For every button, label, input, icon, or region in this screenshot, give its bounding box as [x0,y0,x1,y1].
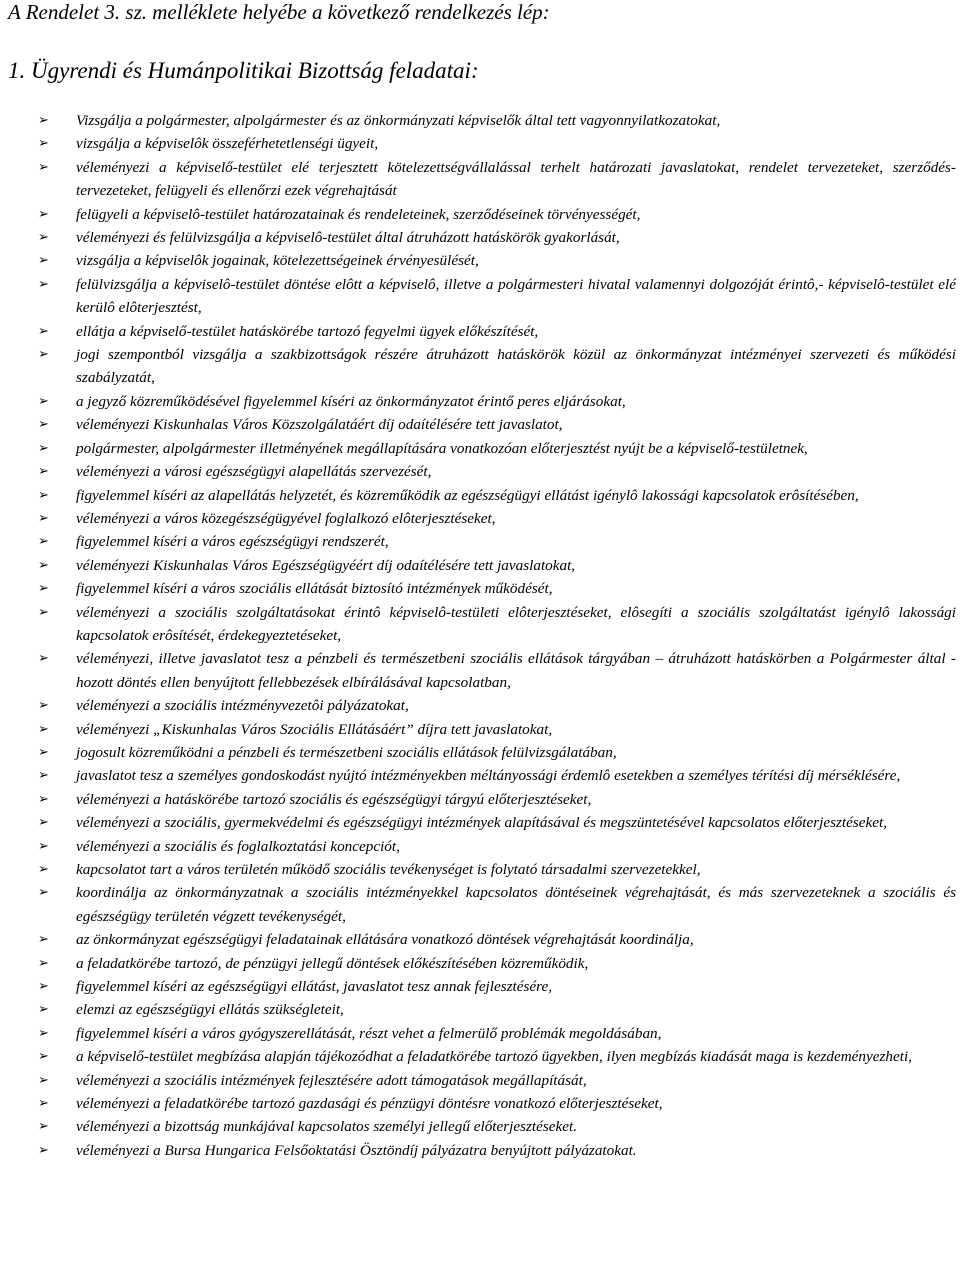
arrow-bullet-icon: ➢ [38,276,49,292]
arrow-bullet-icon: ➢ [38,347,49,363]
list-item [0,694,960,717]
list-item-text: jogosult közreműködni a pénzbeli és természetbeni szociális ellátások felülvizsgálatában, [76,743,617,761]
arrow-bullet-icon: ➢ [38,1096,49,1112]
arrow-bullet-icon: ➢ [38,487,49,503]
list-item-text: véleményezi a feladatkörébe tartozó gazdasági és pénzügyi döntésre vonatkozó előterjesztéseket, [76,1095,663,1113]
list-item [0,718,960,741]
arrow-bullet-icon: ➢ [38,721,49,737]
list-item-text: véleményezi a szociális, gyermekvédelmi és egészségügyi intézmények alapításával és megszüntetésével kapcsolatos előterjesztéseket, [76,814,887,832]
list-item-text: a képviselő-testület megbízása alapján tájékozódhat a feladatkörébe tartozó ügyekben, ilyen megbízás kiadását maga is kezdeményezheti, [76,1048,912,1066]
arrow-bullet-icon: ➢ [38,393,49,409]
arrow-bullet-icon: ➢ [38,1049,49,1065]
list-item-text: az önkormányzat egészségügyi feladatainak ellátására vonatkozó döntések végrehajtását koordinálja, [76,931,694,949]
list-item-text: elemzi az egészségügyi ellátás szükségleteit, [76,1001,344,1019]
list-item [0,858,960,881]
list-item [0,249,960,272]
arrow-bullet-icon: ➢ [38,464,49,480]
list-item-text: véleményezi a városi egészségügyi alapellátás szervezését, [76,463,432,481]
list-item [0,203,960,226]
list-item [0,530,960,553]
arrow-bullet-icon: ➢ [38,1072,49,1088]
list-item-text: koordinálja az önkormányzatnak a szociális intézményekkel kapcsolatos döntéseinek végrehajtását, és más szervezeteknek a szociális és egészségügy területén végzett tevékenységét, [76,884,956,925]
list-item [0,343,960,390]
list-item-text: kapcsolatot tart a város területén működő szociális tevékenységet is folytató társadalmi szervezetekkel, [76,861,701,878]
arrow-bullet-icon: ➢ [38,838,49,854]
list-item [0,484,960,507]
arrow-bullet-icon: ➢ [38,885,49,901]
list-item-text: véleményezi a szociális és foglalkoztatási koncepciót, [76,837,400,855]
arrow-bullet-icon: ➢ [38,1025,49,1041]
arrow-bullet-icon: ➢ [38,862,49,877]
list-item-text: ellátja a képviselő-testület hatáskörébe tartozó fegyelmi ügyek előkészítését, [76,322,539,340]
list-item-text: véleményezi Kiskunhalas Város Egészségügyéért díj odaítélésére tett javaslatokat, [76,556,576,574]
list-item-text: véleményezi Kiskunhalas Város Közszolgálatáért díj odaítélésére tett javaslatot, [76,416,563,434]
arrow-bullet-icon: ➢ [38,1002,49,1018]
list-item [0,928,960,951]
list-item-text: figyelemmel kíséri az alapellátás helyzetét, és közreműködik az egészségügyi ellátást igénylô lakossági kapcsolatok erôsítésében, [76,486,859,504]
list-item-text: figyelemmel kíséri az egészségügyi ellátást, javaslatot tesz annak fejlesztésére, [76,978,553,996]
list-item-text: polgármester, alpolgármester illetményének megállapítására vonatkozóan előterjesztést nyújt be a képviselő-testületnek, [76,439,808,457]
arrow-bullet-icon: ➢ [38,510,49,526]
arrow-bullet-icon: ➢ [38,932,49,948]
arrow-bullet-icon: ➢ [38,651,49,667]
list-item [0,647,960,694]
list-item [0,109,960,132]
list-item-text: figyelemmel kíséri a város szociális ellátását biztosító intézmények működését, [76,580,553,598]
list-item-text: felügyeli a képviselô-testület határozatainak és rendeleteinek, szerződéseinek törvényességét, [76,205,641,223]
list-item-text: vizsgálja a képviselôk összeférhetetlenségi ügyeit, [76,135,379,153]
arrow-bullet-icon: ➢ [38,159,49,175]
list-item [0,273,960,320]
list-item [0,1139,960,1162]
list-item [0,881,960,928]
arrow-bullet-icon: ➢ [38,791,49,807]
list-item [0,156,960,203]
task-list [0,109,960,1162]
list-item-text: véleményezi a szociális intézményvezetôi pályázatokat, [76,697,409,715]
list-item [0,577,960,600]
arrow-bullet-icon: ➢ [38,253,49,269]
list-item-text: véleményezi a szociális intézmények fejlesztésére adott támogatások megállapítását, [76,1071,587,1089]
arrow-bullet-icon: ➢ [38,1119,49,1135]
list-item [0,811,960,834]
list-item-text: véleményezi a Bursa Hungarica Felsőoktatási Ösztöndíj pályázatra benyújtott pályázatokat. [76,1141,637,1159]
list-item-text: véleményezi a szociális szolgáltatásokat érintô képviselô-testületi elôterjesztéseket, elôsegíti a szociális szolgáltatást igénylô lakossági kapcsolatok erôsítését, érdekegyeztetéseket, [76,603,956,644]
list-item [0,390,960,413]
arrow-bullet-icon: ➢ [38,534,49,550]
arrow-bullet-icon: ➢ [38,206,49,222]
list-item-text: figyelemmel kíséri a város gyógyszerellátását, részt vehet a felmerülő problémák megoldásában, [76,1024,662,1042]
list-item [0,835,960,858]
arrow-bullet-icon: ➢ [38,136,49,152]
arrow-bullet-icon: ➢ [38,440,49,456]
list-item [0,132,960,155]
arrow-bullet-icon: ➢ [38,744,49,760]
arrow-bullet-icon: ➢ [38,557,49,573]
list-item-text: jogi szempontból vizsgálja a szakbizottságok részére átruházott hatáskörök közül az önkormányzat intézményei szervezeti és működési szabályzatát, [76,346,956,387]
list-item-text: véleményezi a város közegészségügyével foglalkozó elôterjesztéseket, [76,509,496,527]
list-item-text: felülvizsgálja a képviselô-testület döntése elôtt a képviselô, illetve a polgármesteri hivatal valamennyi dolgozóját érintô,- képviselô-testület elé kerülô elôterjesztést, [76,275,956,317]
arrow-bullet-icon: ➢ [38,815,49,831]
list-item-text: véleményezi, illetve javaslatot tesz a pénzbeli és természetbeni szociális ellátások tárgyában – átruházott hatáskörben a Polgármester által - hozott döntés ellen benyújtott fellebbezések elbírálásával kapcsolatban, [76,650,956,691]
list-item [0,1115,960,1138]
arrow-bullet-icon: ➢ [38,230,49,246]
list-item [0,507,960,530]
list-item-text: a feladatkörébe tartozó, de pénzügyi jellegű döntések előkészítésében közreműködik, [76,954,589,972]
section-heading: 1. Ügyrendi és Humánpolitikai Bizottság feladatai: [8,58,479,83]
list-item-text: véleményezi a képviselő-testület elé terjesztett kötelezettségvállalással terhelt határozati javaslatokat, rendelet tervezeteket, szerződés-tervezeteket, felügyeli és ellenőrzi ezek végrehajtását [76,158,956,200]
list-item [0,554,960,577]
list-item [0,1022,960,1045]
list-item [0,320,960,343]
list-item [0,741,960,764]
list-item [0,601,960,648]
intro-line: A Rendelet 3. sz. melléklete helyébe a következő rendelkezés lép: [8,0,550,24]
list-item [0,1092,960,1115]
list-item-text: véleményezi és felülvizsgálja a képviselô-testület által átruházott hatáskörök gyakorlását, [76,229,620,247]
list-item [0,788,960,811]
list-item-text: véleményezi a hatáskörébe tartozó szociális és egészségügyi tárgyú előterjesztéseket, [76,790,592,808]
arrow-bullet-icon: ➢ [38,979,49,995]
arrow-bullet-icon: ➢ [38,604,49,620]
list-item-text: figyelemmel kíséri a város egészségügyi rendszerét, [76,533,389,551]
list-item-text: vizsgálja a képviselôk jogainak, kötelezettségeinek érvényesülését, [76,252,479,270]
list-item-text: a jegyző közreműködésével figyelemmel kíséri az önkormányzatot érintő peres eljárásokat, [76,392,626,410]
arrow-bullet-icon: ➢ [38,955,49,971]
arrow-bullet-icon: ➢ [38,323,49,339]
list-item-text: véleményezi a bizottság munkájával kapcsolatos személyi jellegű előterjesztéseket. [76,1118,578,1136]
list-item [0,460,960,483]
list-item-text: javaslatot tesz a személyes gondoskodást nyújtó intézményekben méltányossági érdemlô esetekben a személyes térítési díj mérséklésére, [76,767,901,785]
list-item [0,975,960,998]
arrow-bullet-icon: ➢ [38,113,49,128]
arrow-bullet-icon: ➢ [38,581,49,597]
list-item [0,998,960,1021]
arrow-bullet-icon: ➢ [38,768,49,784]
list-item [0,1069,960,1092]
list-item [0,952,960,975]
list-item-text: Vizsgálja a polgármester, alpolgármester és az önkormányzati képviselők által tett vagyonnyilatkozatokat, [76,112,721,129]
arrow-bullet-icon: ➢ [38,417,49,433]
arrow-bullet-icon: ➢ [38,1142,49,1158]
list-item [0,1045,960,1068]
list-item [0,226,960,249]
list-item [0,764,960,787]
list-item [0,437,960,460]
list-item-text: véleményezi „Kiskunhalas Város Szociális Ellátásáért” díjra tett javaslatokat, [76,720,553,738]
arrow-bullet-icon: ➢ [38,698,49,714]
list-item [0,413,960,436]
